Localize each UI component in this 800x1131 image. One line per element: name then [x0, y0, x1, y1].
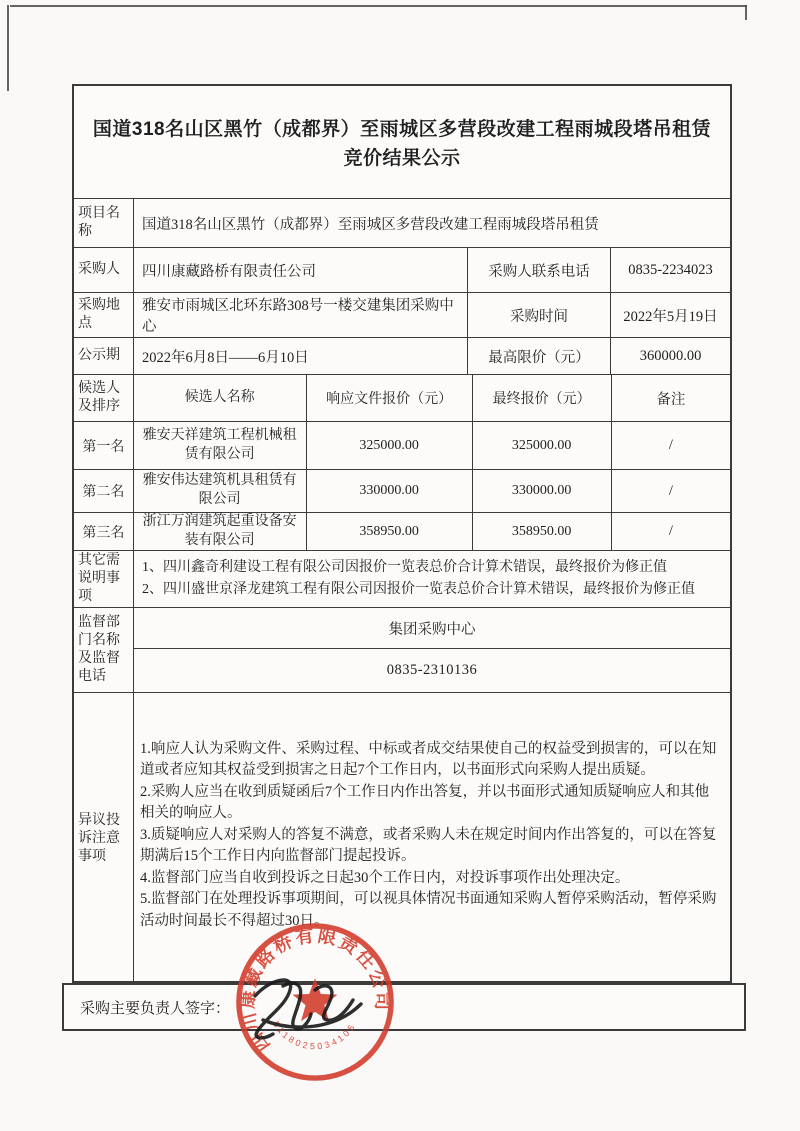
objection-item-4: 4.监督部门应当自收到投诉之日起30个工作日内，对投诉事项作出处理决定。 — [140, 869, 630, 886]
signer-row — [62, 983, 746, 1031]
candidate-row-3 — [74, 512, 730, 550]
candidate-1-name: 雅安天祥建筑工程机械租赁有限公司 — [133, 422, 306, 469]
period-value: 2022年6月8日——6月10日 — [133, 338, 467, 374]
other-notes-label: 其它需说明事项 — [78, 552, 120, 605]
col-header-doc-price: 响应文件报价（元） — [306, 375, 472, 421]
max-price-label: 最高限价（元） — [467, 338, 610, 374]
max-price-value: 360000.00 — [610, 338, 730, 374]
objection-item-3: 3.质疑响应人对采购人的答复不满意，或者采购人未在规定时间内作出答复的，可以在答复期满后15个工作日内向监督部门提起投诉。 — [140, 826, 717, 865]
buyer-value: 四川康藏路桥有限责任公司 — [133, 248, 467, 292]
project-name-value: 国道318名山区黑竹（成都界）至雨城区多营段改建工程雨城段塔吊租赁 — [133, 199, 730, 247]
supervision-dept-name: 集团采购中心 — [388, 621, 476, 638]
supervision-phone: 0835-2310136 — [134, 648, 730, 692]
buyer-phone-value: 0835-2234023 — [610, 248, 730, 292]
page-title-line1: 国道318名山区黑竹（成都界）至雨城区多营段改建工程雨城段塔吊租赁 — [92, 118, 712, 140]
other-note-1: 1、四川鑫奇利建设工程有限公司因报价一览表总价合计算术错误，最终报价为修正值 — [142, 559, 667, 575]
candidate-3-doc-price: 358950.00 — [306, 513, 472, 550]
col-header-name: 候选人名称 — [133, 375, 306, 421]
other-notes-row — [74, 550, 730, 607]
supervision-content — [133, 608, 730, 692]
objection-content — [133, 693, 730, 985]
buyer-label: 采购人 — [78, 261, 120, 277]
row-location — [74, 292, 730, 337]
scan-edge-right — [745, 5, 747, 20]
handwritten-signature — [243, 962, 393, 1054]
location-value: 雅安市雨城区北环东路308号一楼交建集团采购中心 — [133, 293, 467, 337]
announcement-table — [72, 84, 732, 983]
location-label: 采购地点 — [78, 297, 120, 331]
row-public-period — [74, 337, 730, 374]
candidate-2-rank: 第二名 — [82, 485, 125, 500]
candidate-3-rank: 第三名 — [82, 525, 125, 541]
candidate-row-1 — [74, 421, 730, 469]
page-title-line2: 竞价结果公示 — [343, 148, 461, 169]
candidate-2-doc-price: 330000.00 — [306, 470, 472, 512]
row-project-name — [74, 198, 730, 247]
scan-edge-top — [10, 5, 747, 7]
supervision-label: 监督部门名称及监督电话 — [78, 614, 120, 685]
objection-row — [74, 692, 730, 985]
candidate-1-final-price: 325000.00 — [472, 422, 611, 469]
page-title — [74, 86, 730, 198]
other-notes-content — [133, 551, 730, 607]
seal-company-text: 四川康藏路桥有限责任公司 — [236, 924, 394, 1057]
candidate-1-remark: / — [611, 422, 730, 469]
buyer-phone-label: 采购人联系电话 — [467, 248, 610, 292]
objection-item-5: 5.监督部门在处理投诉事项期间，可以视具体情况书面通知采购人暂停采购活动，暂停采购活动时间最长不得超过30日。 — [140, 891, 717, 929]
signer-label: 采购主要负责人签字： — [80, 1000, 231, 1017]
candidate-3-remark: / — [611, 513, 730, 550]
purchase-time-label: 采购时间 — [467, 293, 610, 337]
col-header-final-price: 最终报价（元） — [472, 375, 611, 421]
candidate-row-2 — [74, 469, 730, 512]
candidate-2-final-price: 330000.00 — [472, 470, 611, 512]
period-label: 公示期 — [78, 347, 120, 363]
candidate-1-doc-price: 325000.00 — [306, 422, 472, 469]
candidate-2-name: 雅安伟达建筑机具租赁有限公司 — [133, 470, 306, 512]
purchase-time-value: 2022年5月19日 — [610, 293, 730, 337]
objection-item-2: 2.采购人应当在收到质疑函后7个工作日内作出答复，并以书面形式通知质疑响应人和其他相关的响应人。 — [140, 783, 710, 822]
objection-label: 异议投诉注意事项 — [78, 812, 120, 865]
other-note-2: 2、四川盛世京泽龙建筑工程有限公司因报价一览表总价合计算术错误，最终报价为修正值 — [142, 582, 695, 597]
project-name-label: 项目名称 — [78, 205, 120, 239]
candidate-2-remark: / — [611, 470, 730, 512]
supervision-row — [74, 607, 730, 692]
col-header-remark: 备注 — [611, 375, 730, 421]
candidate-3-final-price: 358950.00 — [472, 513, 611, 550]
objection-item-1: 1.响应人认为采购文件、采购过程、中标或者成交结果使自己的权益受到损害的，可以在知道或者应知其权益受到损害之日起7个工作日内，以书面形式向采购人提出质疑。 — [140, 741, 717, 779]
row-buyer — [74, 247, 730, 292]
scan-edge-left — [7, 5, 9, 91]
candidate-1-rank: 第一名 — [82, 439, 125, 455]
candidates-header-row — [74, 374, 730, 421]
candidate-3-name: 浙江万润建筑起重设备安装有限公司 — [133, 513, 306, 550]
seal-number-text: 5118025034105 — [270, 1019, 359, 1052]
col-header-rank: 候选人及排序 — [78, 380, 120, 414]
title-block — [74, 86, 730, 198]
